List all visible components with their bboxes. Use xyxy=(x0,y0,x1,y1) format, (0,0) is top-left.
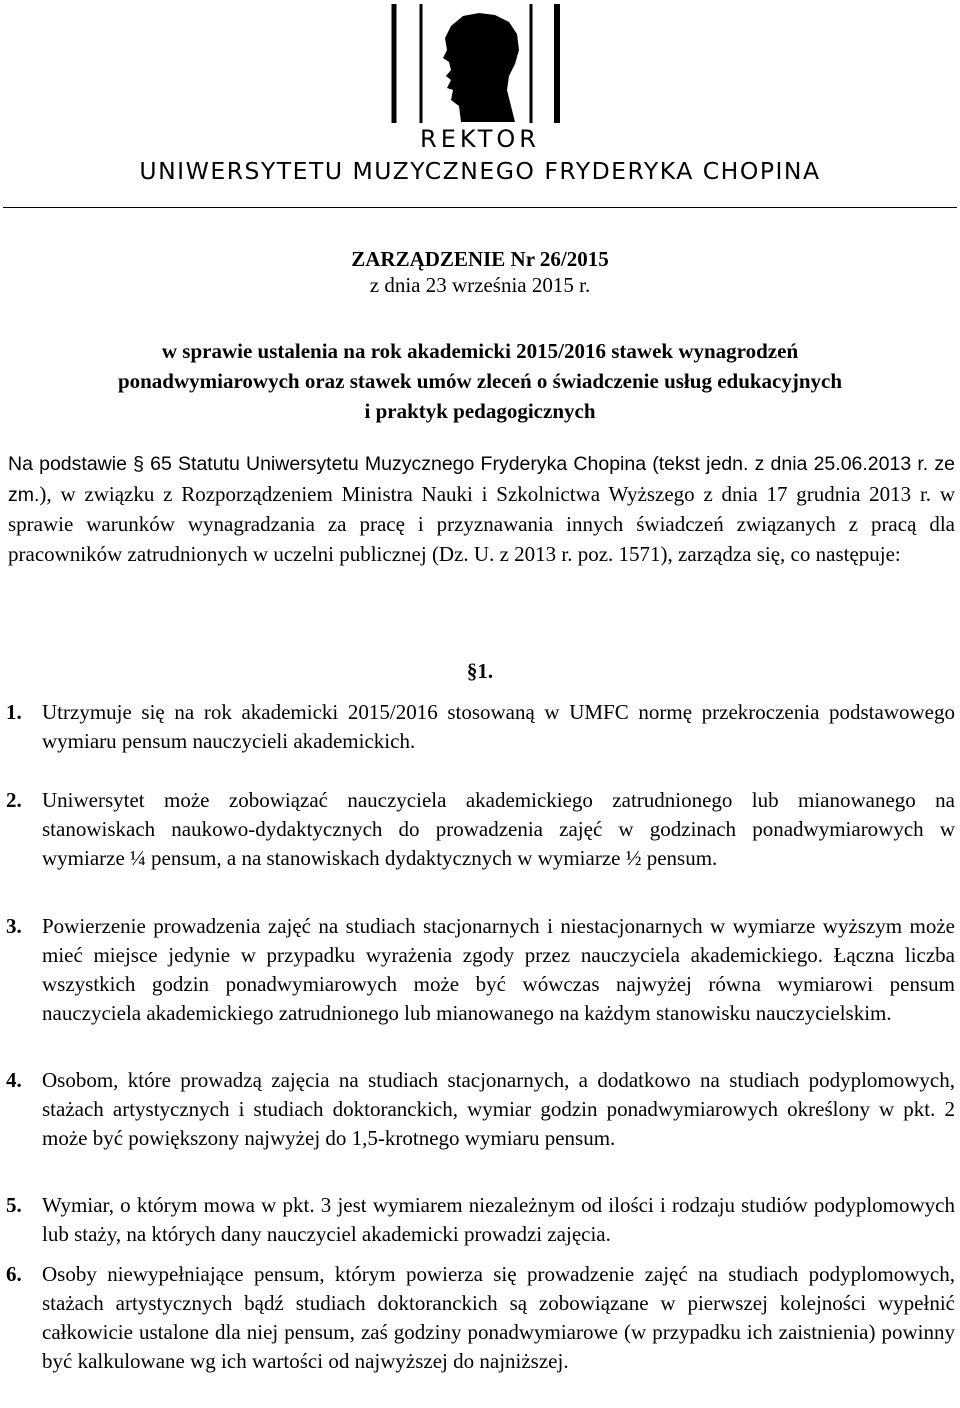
list-item xyxy=(6,698,955,756)
item-text: Utrzymuje się na rok akademicki 2015/2016 stosowaną w UMFC normę przekroczenia podstawowego wymiaru pensum nauczycieli akademickich. xyxy=(42,700,955,753)
list-item xyxy=(6,786,955,873)
item-text: Osoby niewypełniające pensum, którym powierza się prowadzenie zajęć na studiach podyplomowych, stażach artystycznych bądź studiach doktoranckich są zobowiązane w pierwszej kolejności wypełnić całkowicie ustalone dla niej pensum, zaś godziny ponadwymiarowe (w przypadku ich zaistnienia) powinny być kalkulowane wg ich wartości od najwyższej do najniższej. xyxy=(42,1262,955,1373)
preamble-legal-basis: Na podstawie § 65 Statutu Uniwersytetu Muzycznego Fryderyka Chopina (tekst jedn. z dnia 25.06.2013 r. ze zm. xyxy=(8,453,955,506)
rector-heading: REKTOR xyxy=(420,125,540,153)
item-number: 4. xyxy=(6,1068,22,1092)
list-item xyxy=(6,912,955,1028)
subject-line: i praktyk pedagogicznych xyxy=(364,399,596,423)
list-item xyxy=(6,1260,955,1376)
document-subject xyxy=(30,336,930,426)
header-divider xyxy=(3,207,957,208)
document-date: z dnia 23 września 2015 r. xyxy=(369,273,591,297)
item-text: Powierzenie prowadzenia zajęć na studiach stacjonarnych i niestacjonarnych w wymiarze wyższym może mieć miejsce jedynie w przypadku wyrażenia zgody przez nauczyciela akademickiego. Łączna liczba wszystkich godzin ponadwymiarowych może być wówczas najwyżej równa wymiarowi pensum nauczyciela akademickiego zatrudnionego lub mianowanego na każdym stanowisku nauczycielskim. xyxy=(42,914,955,1025)
document-title: ZARZĄDZENIE Nr 26/2015 xyxy=(351,247,609,271)
university-name: UNIWERSYTETU MUZYCZNEGO FRYDERYKA CHOPINA xyxy=(139,157,821,185)
item-text: Uniwersytet może zobowiązać nauczyciela akademickiego zatrudnionego lub mianowanego na stanowiskach naukowo-dydaktycznych do prowadzenia zajęć w godzinach ponadwymiarowych w wymiarze ¼ pensum, a na stanowiskach dydaktycznych w wymiarze ½ pensum. xyxy=(42,788,955,870)
section-heading: §1. xyxy=(466,659,494,683)
subject-line: ponadwymiarowych oraz stawek umów zleceń o świadczenie usług edukacyjnych xyxy=(117,369,843,393)
item-number: 1. xyxy=(6,700,22,724)
list-item xyxy=(6,1191,955,1249)
item-number: 3. xyxy=(6,914,22,938)
item-number: 5. xyxy=(6,1193,22,1217)
preamble xyxy=(8,449,955,569)
item-number: 2. xyxy=(6,788,22,812)
list-item xyxy=(6,1066,955,1153)
item-number: 6. xyxy=(6,1262,22,1286)
university-logo-icon xyxy=(391,4,561,123)
subject-line: w sprawie ustalenia na rok akademicki 2015/2016 stawek wynagrodzeń xyxy=(161,339,799,363)
item-text: Wymiar, o którym mowa w pkt. 3 jest wymiarem niezależnym od ilości i rodzaju studiów podyplomowych lub staży, na których dany nauczyciel akademicki prowadzi zajęcia. xyxy=(42,1193,955,1246)
item-text: Osobom, które prowadzą zajęcia na studiach stacjonarnych, a dodatkowo na studiach podyplomowych, stażach artystycznych i studiach doktoranckich, wymiar godzin ponadwymiarowych określony w pkt. 2 może być powiększony najwyżej do 1,5-krotnego wymiaru pensum. xyxy=(42,1068,955,1150)
preamble-continuation: ), w związku z Rozporządzeniem Ministra Nauki i Szkolnictwa Wyższego z dnia 17 grudnia 2013 r. w sprawie warunków wynagradzania za pracę i przyznawania innych świadczeń związanych z pracą dla pracowników zatrudnionych w uczelni publicznej (Dz. U. z 2013 r. poz. 1571), zarządza się, co następuje: xyxy=(8,481,955,566)
